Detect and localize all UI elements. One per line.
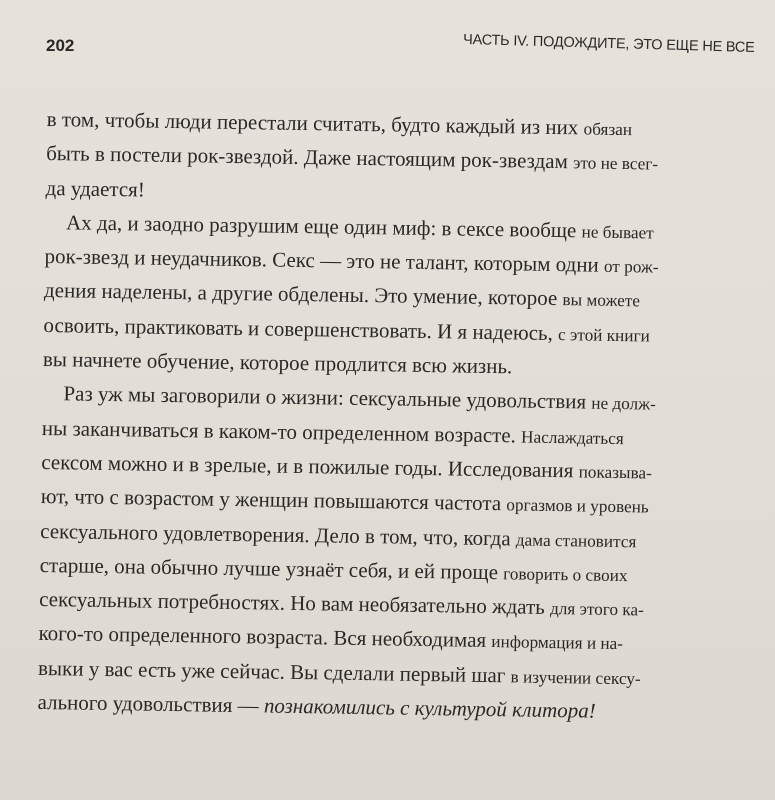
text-line: старше, она обычно лучше узнаёт себя, и ей проще говорить о своих	[39, 552, 628, 586]
text-line: ны заканчиваться в каком-то определенном возрасте. Наслаждаться	[41, 415, 624, 448]
page-number: 202	[46, 36, 75, 55]
text-line: быть в постели рок-звездой. Даже настоящим рок-звездам это не всег-	[46, 141, 659, 174]
text-line: сексуальных потребностях. Но вам необязательно ждать для этого ка-	[39, 587, 645, 620]
body-text	[37, 102, 767, 731]
running-head: ЧАСТЬ IV. ПОДОЖДИТЕ, ЭТО ЕЩЕ НЕ ВСЕ	[463, 31, 756, 56]
text-line: ют, что с возрастом у женщин повышаются частота оргазмов и уровень	[40, 484, 649, 517]
paragraph-start-line: Раз уж мы заговорили о жизни: сексуальные удовольствия не долж-	[63, 381, 656, 414]
text-line: выки у вас есть уже сейчас. Вы сделали первый шаг в изучении сексу-	[37, 655, 641, 689]
text-line: да удается!	[45, 175, 146, 202]
text-line: ального удовольствия — познакомились с культурой клитора!	[37, 689, 596, 723]
text-line: кого-то определенного возраста. Вся необходимая информация и на-	[38, 621, 624, 654]
italic-phrase: познакомились с культурой клитора!	[263, 693, 596, 723]
paragraph-start-line: Ах да, и заодно разрушим еще один миф: в сексе вообще не бывает	[65, 210, 654, 243]
text-line: рок-звезд и неудачников. Секс — это не талант, которым одни от рож-	[44, 244, 659, 277]
text-line: вы начнете обучение, которое продлится всю жизнь.	[42, 347, 513, 379]
text-line: сексом можно и в зрелые, и в пожилые годы. Исследования показыва-	[41, 449, 652, 483]
text-line: дения наделены, а другие обделены. Это умение, которое вы можете	[43, 278, 641, 311]
text-line: в том, чтобы люди перестали считать, будто каждый из них обязан	[46, 106, 633, 140]
text-line: освоить, практиковать и совершенствовать. И я надеюсь, с этой книги	[43, 312, 650, 346]
text-line: сексуального удовлетворения. Дело в том, что, когда дама становится	[40, 518, 637, 551]
